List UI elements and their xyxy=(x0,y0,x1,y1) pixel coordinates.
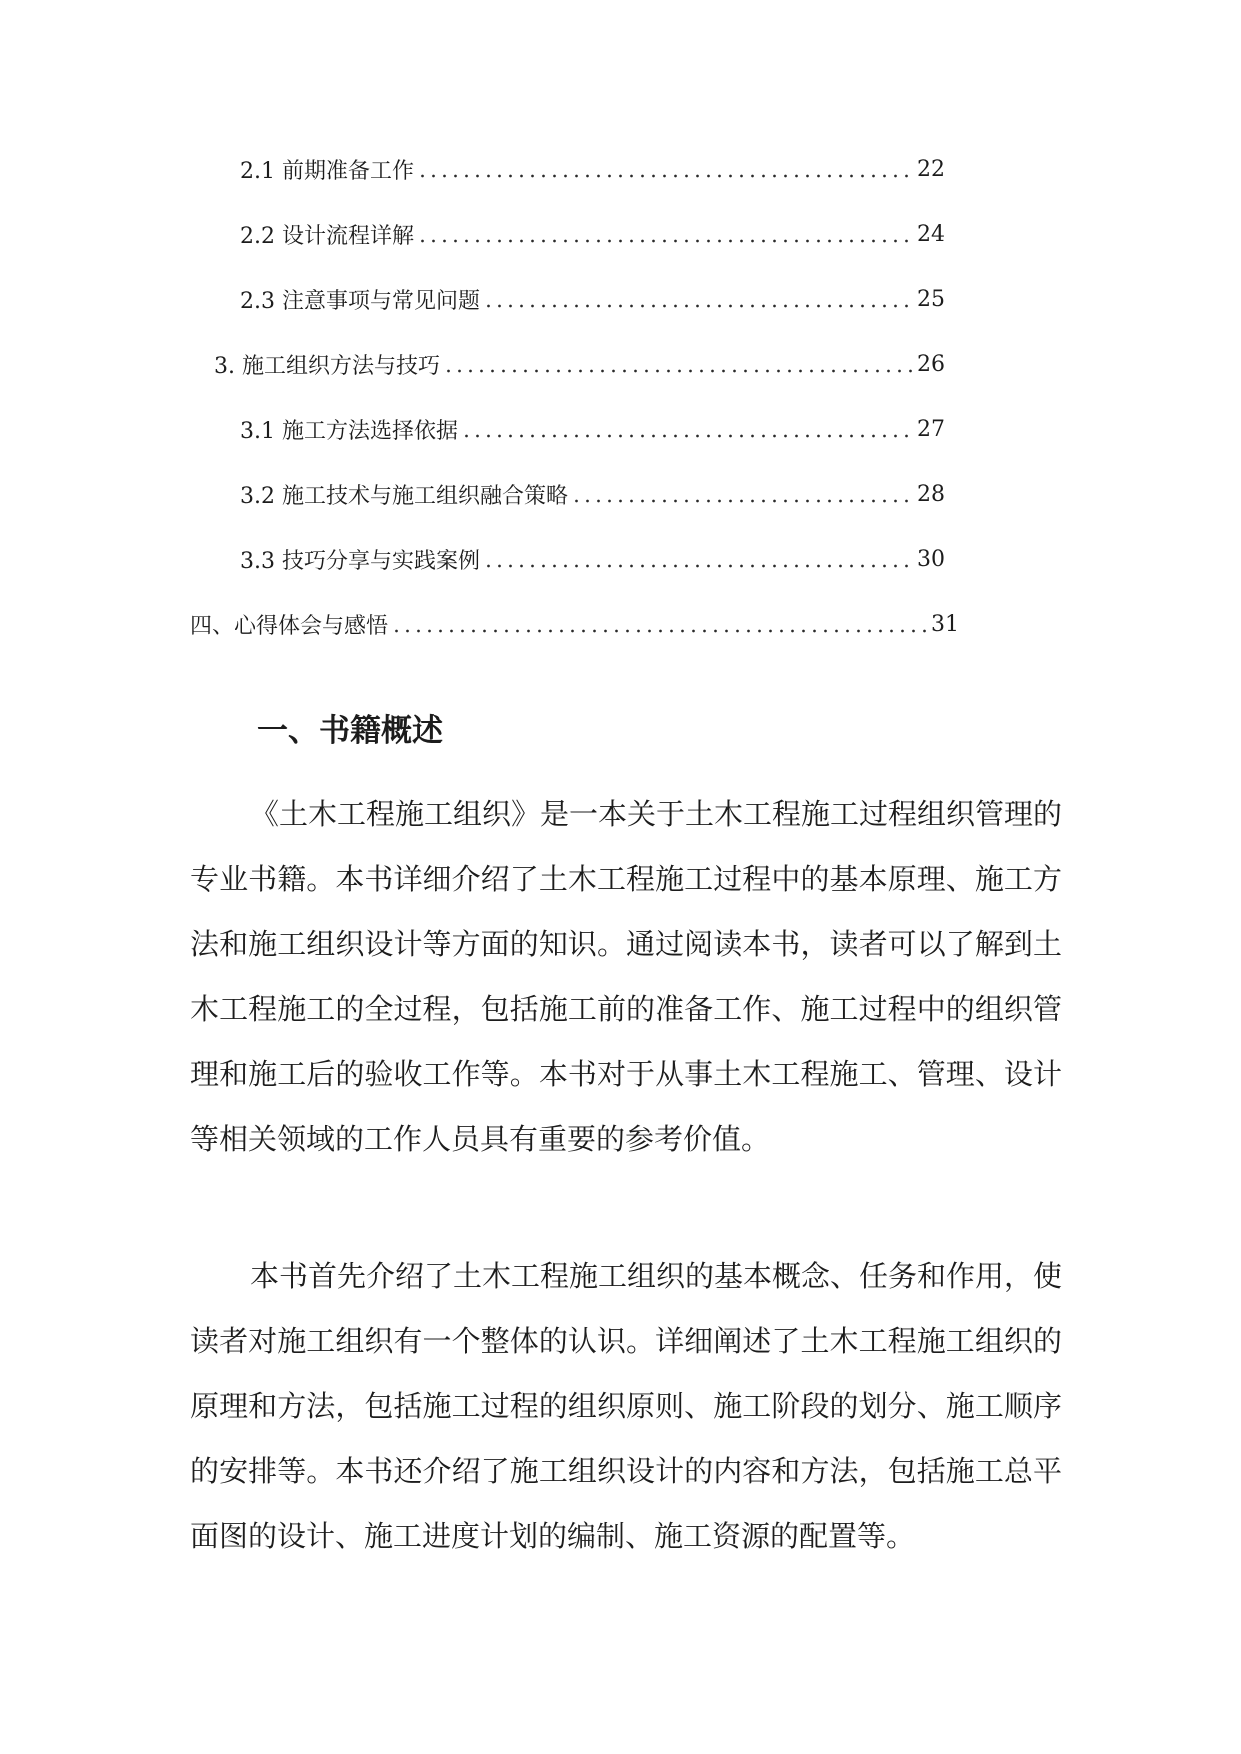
paragraph xyxy=(190,782,1062,1172)
toc-entry-title: 2.3 注意事项与常见问题 xyxy=(240,289,480,314)
paragraph-line: 面图的设计、施工进度计划的编制、施工资源的配置等。 xyxy=(190,1519,916,1553)
toc-leader-dots xyxy=(461,421,913,438)
toc-leader-dots xyxy=(417,226,913,243)
paragraph-line: 读者对施工组织有一个整体的认识。详细阐述了土木工程施工组织的 xyxy=(190,1324,1062,1358)
toc-leader-dots xyxy=(391,616,927,633)
toc-page-number: 28 xyxy=(917,482,945,507)
toc-entry-title: 3. 施工组织方法与技巧 xyxy=(214,354,440,379)
toc-entry xyxy=(240,267,945,332)
paragraph-line: 专业书籍。本书详细介绍了土木工程施工过程中的基本原理、施工方 xyxy=(190,862,1062,896)
paragraph-line: 的安排等。本书还介绍了施工组织设计的内容和方法，包括施工总平 xyxy=(190,1454,1062,1488)
toc-leader-dots xyxy=(417,161,913,178)
toc-entry-title: 2.2 设计流程详解 xyxy=(240,224,414,249)
toc-entry xyxy=(214,332,945,397)
toc-page-number: 22 xyxy=(917,157,945,182)
paragraph-line: 等相关领域的工作人员具有重要的参考价值。 xyxy=(190,1122,771,1156)
paragraph-line: 《土木工程施工组织》是一本关于土木工程施工过程组织管理的 xyxy=(250,797,1062,831)
toc-page-number: 24 xyxy=(917,222,945,247)
table-of-contents xyxy=(0,137,1241,657)
toc-entry xyxy=(240,397,945,462)
toc-entry-title: 2.1 前期准备工作 xyxy=(240,159,414,184)
toc-entry-title: 3.1 施工方法选择依据 xyxy=(240,419,458,444)
toc-page-number: 25 xyxy=(917,287,945,312)
paragraph xyxy=(190,1244,1062,1569)
toc-entry xyxy=(240,137,945,202)
paragraph-line: 原理和方法，包括施工过程的组织原则、施工阶段的划分、施工顺序 xyxy=(190,1389,1062,1423)
toc-leader-dots xyxy=(483,291,913,308)
toc-entry-title: 四、心得体会与感悟 xyxy=(190,614,389,639)
paragraph-line: 理和施工后的验收工作等。本书对于从事土木工程施工、管理、设计 xyxy=(190,1057,1062,1091)
toc-entry xyxy=(240,462,945,527)
toc-page-number: 26 xyxy=(917,352,945,377)
toc-entry-title: 3.2 施工技术与施工组织融合策略 xyxy=(240,484,568,509)
toc-page-number: 27 xyxy=(917,417,945,442)
section-heading: 一、书籍概述 xyxy=(257,713,443,749)
paragraph-line: 木工程施工的全过程，包括施工前的准备工作、施工过程中的组织管 xyxy=(190,992,1062,1026)
toc-leader-dots xyxy=(571,486,913,503)
toc-leader-dots xyxy=(443,356,913,373)
toc-entry-title: 3.3 技巧分享与实践案例 xyxy=(240,549,480,574)
toc-page-number: 31 xyxy=(931,612,959,637)
toc-entry xyxy=(190,592,959,657)
toc-entry xyxy=(240,202,945,267)
toc-entry xyxy=(240,527,945,592)
paragraph-line: 本书首先介绍了土木工程施工组织的基本概念、任务和作用，使 xyxy=(250,1259,1062,1293)
paragraph-line: 法和施工组织设计等方面的知识。通过阅读本书，读者可以了解到土 xyxy=(190,927,1062,961)
toc-leader-dots xyxy=(483,551,913,568)
toc-page-number: 30 xyxy=(917,547,945,572)
